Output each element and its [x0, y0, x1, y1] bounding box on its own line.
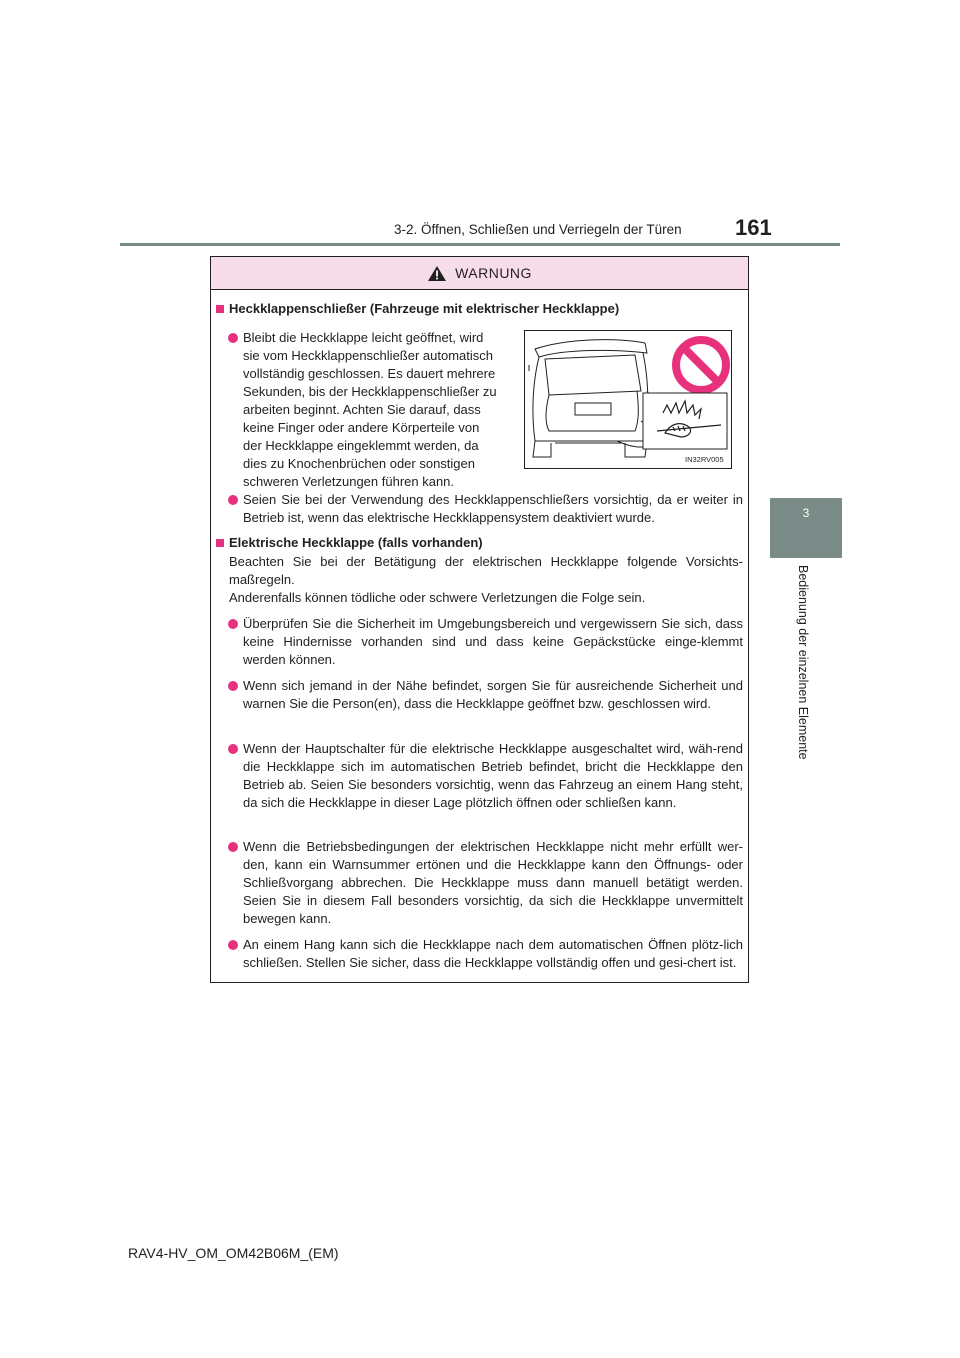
- text-line: Bleibt die Heckklappe leicht geöffnet, wird: [243, 330, 484, 345]
- heading-text: Heckklappenschließer (Fahrzeuge mit elektrischer Heckklappe): [229, 301, 620, 316]
- bullet-text: Überprüfen Sie die Sicherheit im Umgebungsbereich und vergewissern Sie sich, dass keine Hindernisse vorhanden sind und dass keine Gepäckstücke einge-klemmt werden können.: [243, 616, 743, 667]
- list-item: [228, 329, 528, 491]
- text-line: vollständig geschlossen. Es dauert mehrere: [243, 366, 496, 381]
- warning-title: WARNUNG: [455, 265, 532, 281]
- tailgate-illustration: [524, 330, 732, 469]
- bullet-dot-icon: [228, 744, 238, 754]
- list-item: [228, 838, 743, 928]
- bullet-dot-icon: [228, 842, 238, 852]
- section-title: 3-2. Öffnen, Schließen und Verriegeln der Türen: [394, 222, 682, 237]
- warning-triangle-icon: [427, 265, 447, 282]
- bullet-text: Wenn der Hauptschalter für die elektrische Heckklappe ausgeschaltet wird, wäh-rend die Heckklappe sich im automatischen Betrieb befindet, bricht die Heckklappe den Betrieb ab. Seien Sie besonders vorsichtig, wenn das Fahrzeug an einem Hang steht, da sich die Heckklappe in dieser Lage plötzlich öffnen oder schließen kann.: [243, 741, 743, 810]
- bullet-dot-icon: [228, 681, 238, 691]
- square-bullet-icon: [216, 305, 224, 313]
- list-item: [228, 936, 743, 972]
- warning-box: [210, 256, 749, 983]
- warning-content: [211, 290, 748, 982]
- bullet-text: Seien Sie bei der Verwendung des Heckklappenschließers vorsichtig, da er weiter in Betrieb ist, wenn das elektrische Heckklappensystem deaktiviert wurde.: [243, 492, 743, 525]
- car-tailgate-icon: [525, 331, 731, 468]
- bullet-dot-icon: [228, 940, 238, 950]
- text-line: sie vom Heckklappenschließer automatisch: [243, 348, 493, 363]
- bullet-dot-icon: [228, 333, 238, 343]
- text-line: Sekunden, bis der Heckklappenschließer zu: [243, 384, 497, 399]
- chapter-number: 3: [802, 506, 810, 520]
- bullet-text: An einem Hang kann sich die Heckklappe nach dem automatischen Öffnen plötz-lich schließen. Stellen Sie sicher, dass die Heckklappe vollständig offen und gesi-chert ist.: [243, 937, 743, 970]
- section-heading-closer: [216, 300, 619, 318]
- page-number: 161: [735, 215, 772, 240]
- text-line: keine Finger oder andere Körperteile von: [243, 420, 480, 435]
- intro-text: Beachten Sie bei der Betätigung der elektrischen Heckklappe folgende Vorsichts-maßregeln.: [229, 554, 743, 587]
- bullet-dot-icon: [228, 619, 238, 629]
- text-line: der Heckklappe eingeklemmt werden, da: [243, 438, 479, 453]
- chapter-title: Bedienung der einzelnen Elemente: [796, 565, 810, 760]
- figure-code: IN32RV005: [685, 455, 724, 464]
- document-code: RAV4-HV_OM_OM42B06M_(EM): [128, 1245, 339, 1261]
- text-line: schweren Verletzungen führen kann.: [243, 474, 455, 489]
- text-line: dies zu Knochenbrüchen oder sonstigen: [243, 456, 475, 471]
- chapter-tab: [770, 498, 842, 558]
- square-bullet-icon: [216, 539, 224, 547]
- bullet-text: Wenn sich jemand in der Nähe befindet, sorgen Sie für ausreichende Sicherheit und warnen Sie die Person(en), dass die Heckklappe geöffnet bzw. geschlossen wird.: [243, 678, 743, 711]
- list-item: [228, 677, 743, 713]
- intro-text-2: Anderenfalls können tödliche oder schwere Verletzungen die Folge sein.: [229, 590, 646, 605]
- list-item: [228, 491, 743, 527]
- list-item: [228, 740, 743, 812]
- heading-text: Elektrische Heckklappe (falls vorhanden): [229, 535, 483, 550]
- bullet-text: Wenn die Betriebsbedingungen der elektrischen Heckklappe nicht mehr erfüllt wer-den, kann ein Warnsummer ertönen und die Heckklappe kann den Öffnungs- oder Schließvorgang abbrechen. Die Heckklappe muss dann manuell betätigt werden. Seien Sie in diesem Fall besonders vorsichtig, da sich die Heckklappe unvermittelt bewegen kann.: [243, 839, 743, 926]
- list-item: [228, 615, 743, 669]
- header-divider: [120, 243, 840, 246]
- section-heading-power-tailgate: [216, 534, 483, 552]
- text-line: arbeiten beginnt. Achten Sie darauf, dass: [243, 402, 481, 417]
- warning-header: [211, 257, 748, 290]
- bullet-dot-icon: [228, 495, 238, 505]
